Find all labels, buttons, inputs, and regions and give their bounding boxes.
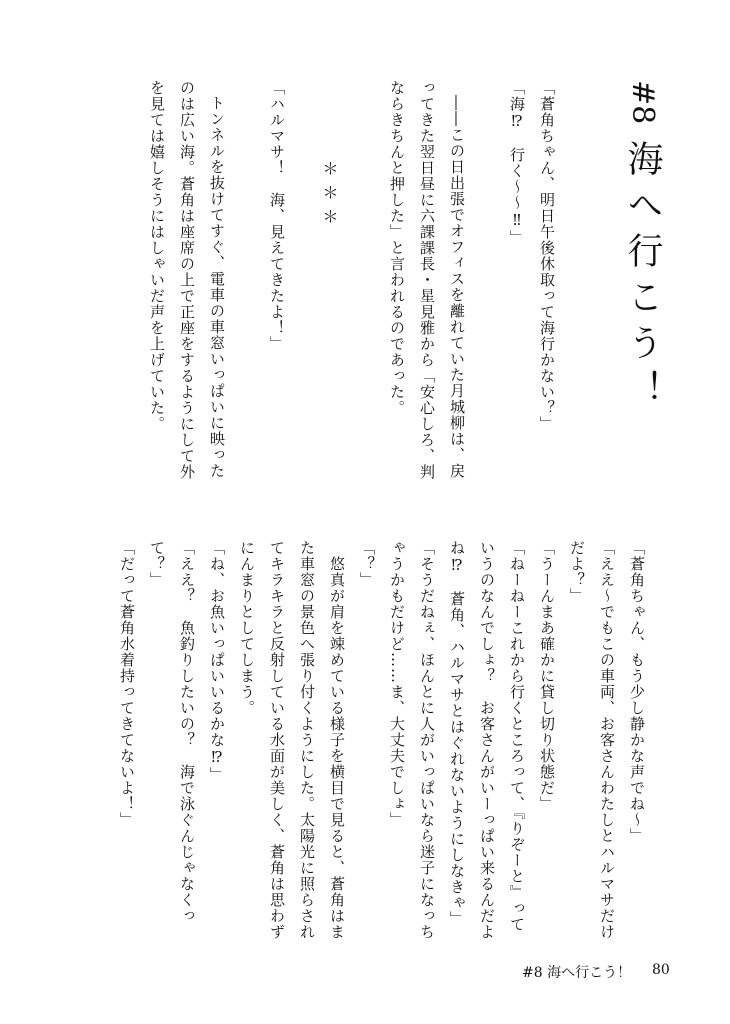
text-line: 「ハルマサ！ 海、見えてきたよ！」: [268, 80, 286, 352]
text-line: 「蒼角ちゃん、明日午後休取って海行かない？」: [538, 80, 556, 432]
text-line: 「？」: [358, 540, 376, 588]
text-line: た車窓の景色へ張り付くようにした。太陽光に照らされ: [298, 540, 316, 940]
text-line: 「だって蒼角水着持ってきてないよ！」: [118, 540, 136, 828]
text-line: トンネルを抜けてすぐ、電車の車窓いっぱいに映った: [208, 95, 226, 479]
chapter-number: #8: [625, 80, 660, 125]
text-line: だよ？」: [568, 540, 586, 604]
text-line: 「ええ？ 魚釣りしたいの？ 海で泳ぐんじゃなくっ: [178, 540, 196, 924]
scene-break: ＊＊＊: [320, 160, 339, 232]
text-line: にんまりとしてしまう。: [238, 540, 256, 716]
text-line: 「ね、お魚いっぱいいるかな⁉」: [208, 540, 226, 783]
chapter-title: 海へ行こう！: [622, 140, 663, 416]
text-line: ――この日出張でオフィスを離れていた月城柳は、戻: [448, 95, 466, 479]
text-line: て？」: [148, 540, 166, 588]
text-line: いうのなんでしょ？ お客さんがいーっぱい来るんだよ: [478, 540, 496, 940]
text-line: のは広い海。蒼角は座席の上で正座をするようにして外: [178, 80, 196, 480]
text-line: てキラキラと反射している水面が美しく、蒼角は思わず: [268, 540, 286, 940]
text-line: 「蒼角ちゃん、もう少し静かな声でね〜」: [628, 540, 646, 844]
text-line: 悠真が肩を竦めている様子を横目で見ると、蒼角はま: [328, 540, 346, 940]
footer-chapter-title: #8 海へ行こう！: [522, 965, 632, 981]
text-line: 「海⁉ 行く〜〜‼」: [508, 80, 526, 246]
text-line: 「うーんまあ確かに貸し切り状態だ」: [538, 540, 556, 812]
text-line: を見ては嬉しそうにはしゃいだ声を上げていた。: [148, 80, 166, 432]
page-number: 80: [652, 962, 670, 978]
text-line: 「そうだねぇ、ほんとに人がいっぱいなら迷子になっち: [418, 540, 436, 940]
text-line: ならきちんと押した」と言われるのであった。: [388, 80, 406, 416]
text-line: ゃうかもだけど……ま、大丈夫でしょ」: [388, 540, 406, 828]
text-line: 「ねーねーこれから行くところって、『りぞーと』って: [508, 540, 526, 933]
text-line: ね⁉ 蒼角、ハルマサとはぐれないようにしなきゃ」: [448, 540, 466, 927]
text-line: 「ええ〜でもこの車両、お客さんわたしとハルマサだけ: [598, 540, 616, 940]
text-line: ってきた翌日昼に六課課長・星見雅から「安心しろ、判: [418, 80, 436, 480]
